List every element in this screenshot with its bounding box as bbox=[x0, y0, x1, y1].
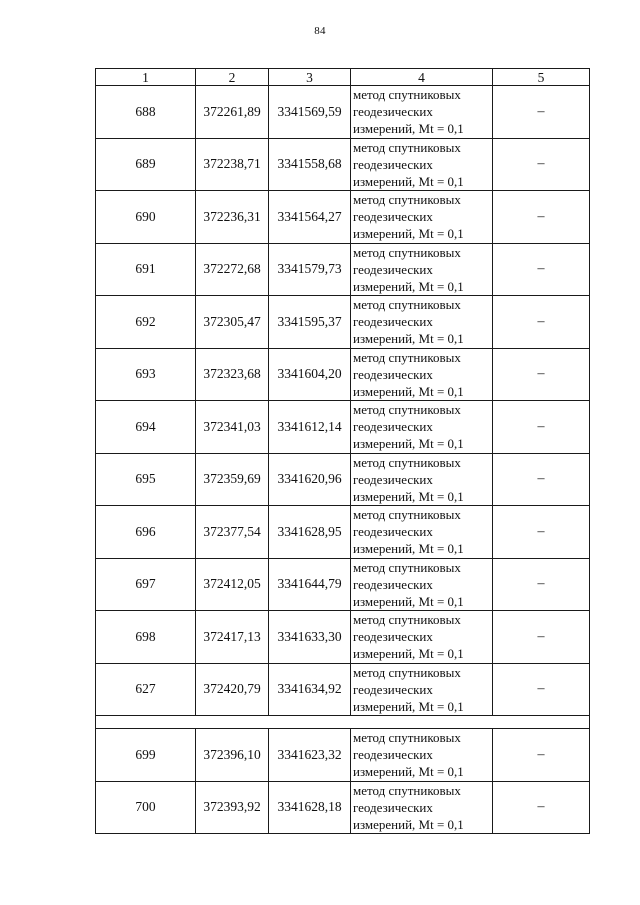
y-coordinate-cell: 3341579,73 bbox=[269, 243, 351, 296]
method-line: геодезических bbox=[353, 209, 433, 225]
method-line: измерений, Mt = 0,1 bbox=[353, 488, 464, 504]
method-line: геодезических bbox=[353, 419, 433, 435]
method-line: метод спутниковых bbox=[353, 402, 461, 418]
method-line: метод спутниковых bbox=[353, 192, 461, 208]
method-cell bbox=[351, 781, 493, 834]
note-cell: – bbox=[493, 86, 590, 139]
x-coordinate-cell: 372323,68 bbox=[196, 348, 269, 401]
y-coordinate-cell: 3341558,68 bbox=[269, 138, 351, 191]
method-cell bbox=[351, 296, 493, 349]
point-number-cell: 627 bbox=[96, 663, 196, 716]
column-header-4: 4 bbox=[351, 69, 493, 86]
point-number-cell: 690 bbox=[96, 191, 196, 244]
method-line: метод спутниковых bbox=[353, 349, 461, 365]
method-line: геодезических bbox=[353, 314, 433, 330]
table-row bbox=[96, 138, 590, 191]
table-row bbox=[96, 296, 590, 349]
table-row bbox=[96, 348, 590, 401]
y-coordinate-cell: 3341604,20 bbox=[269, 348, 351, 401]
method-line: метод спутниковых bbox=[353, 507, 461, 523]
x-coordinate-cell: 372420,79 bbox=[196, 663, 269, 716]
point-number-cell: 689 bbox=[96, 138, 196, 191]
table-row bbox=[96, 453, 590, 506]
y-coordinate-cell: 3341595,37 bbox=[269, 296, 351, 349]
table-row bbox=[96, 781, 590, 834]
note-cell: – bbox=[493, 191, 590, 244]
method-line: геодезических bbox=[353, 261, 433, 277]
point-number-cell: 695 bbox=[96, 453, 196, 506]
table-row bbox=[96, 611, 590, 664]
x-coordinate-cell: 372393,92 bbox=[196, 781, 269, 834]
method-line: измерений, Mt = 0,1 bbox=[353, 121, 464, 137]
y-coordinate-cell: 3341623,32 bbox=[269, 729, 351, 782]
table-row bbox=[96, 506, 590, 559]
method-line: геодезических bbox=[353, 156, 433, 172]
method-cell bbox=[351, 401, 493, 454]
method-cell bbox=[351, 191, 493, 244]
method-line: геодезических bbox=[353, 471, 433, 487]
method-line: измерений, Mt = 0,1 bbox=[353, 816, 464, 832]
point-number-cell: 699 bbox=[96, 729, 196, 782]
note-cell: – bbox=[493, 781, 590, 834]
method-cell bbox=[351, 348, 493, 401]
column-header-3: 3 bbox=[269, 69, 351, 86]
method-cell bbox=[351, 506, 493, 559]
method-line: метод спутниковых bbox=[353, 612, 461, 628]
y-coordinate-cell: 3341628,18 bbox=[269, 781, 351, 834]
method-line: геодезических bbox=[353, 104, 433, 120]
method-line: геодезических bbox=[353, 681, 433, 697]
point-number-cell: 694 bbox=[96, 401, 196, 454]
method-cell bbox=[351, 453, 493, 506]
point-number-cell: 693 bbox=[96, 348, 196, 401]
coordinates-table bbox=[95, 68, 590, 834]
method-line: геодезических bbox=[353, 799, 433, 815]
column-header-5: 5 bbox=[493, 69, 590, 86]
x-coordinate-cell: 372377,54 bbox=[196, 506, 269, 559]
method-line: измерений, Mt = 0,1 bbox=[353, 173, 464, 189]
method-line: измерений, Mt = 0,1 bbox=[353, 646, 464, 662]
x-coordinate-cell: 372396,10 bbox=[196, 729, 269, 782]
table-row bbox=[96, 401, 590, 454]
table-separator-row bbox=[96, 716, 590, 729]
method-line: измерений, Mt = 0,1 bbox=[353, 698, 464, 714]
method-line: метод спутниковых bbox=[353, 87, 461, 103]
method-line: метод спутниковых bbox=[353, 244, 461, 260]
x-coordinate-cell: 372417,13 bbox=[196, 611, 269, 664]
x-coordinate-cell: 372261,89 bbox=[196, 86, 269, 139]
x-coordinate-cell: 372238,71 bbox=[196, 138, 269, 191]
x-coordinate-cell: 372272,68 bbox=[196, 243, 269, 296]
method-line: геодезических bbox=[353, 747, 433, 763]
note-cell: – bbox=[493, 348, 590, 401]
y-coordinate-cell: 3341620,96 bbox=[269, 453, 351, 506]
method-line: геодезических bbox=[353, 629, 433, 645]
note-cell: – bbox=[493, 506, 590, 559]
method-line: метод спутниковых bbox=[353, 297, 461, 313]
table-row bbox=[96, 729, 590, 782]
x-coordinate-cell: 372236,31 bbox=[196, 191, 269, 244]
point-number-cell: 700 bbox=[96, 781, 196, 834]
method-line: измерений, Mt = 0,1 bbox=[353, 436, 464, 452]
table-header-row bbox=[96, 69, 590, 86]
method-line: измерений, Mt = 0,1 bbox=[353, 593, 464, 609]
y-coordinate-cell: 3341634,92 bbox=[269, 663, 351, 716]
point-number-cell: 692 bbox=[96, 296, 196, 349]
note-cell: – bbox=[493, 611, 590, 664]
method-line: метод спутниковых bbox=[353, 139, 461, 155]
note-cell: – bbox=[493, 243, 590, 296]
method-line: метод спутниковых bbox=[353, 664, 461, 680]
note-cell: – bbox=[493, 138, 590, 191]
table-row bbox=[96, 191, 590, 244]
y-coordinate-cell: 3341564,27 bbox=[269, 191, 351, 244]
method-cell bbox=[351, 243, 493, 296]
method-line: измерений, Mt = 0,1 bbox=[353, 764, 464, 780]
note-cell: – bbox=[493, 401, 590, 454]
x-coordinate-cell: 372305,47 bbox=[196, 296, 269, 349]
y-coordinate-cell: 3341569,59 bbox=[269, 86, 351, 139]
note-cell: – bbox=[493, 558, 590, 611]
method-line: измерений, Mt = 0,1 bbox=[353, 541, 464, 557]
table-row bbox=[96, 86, 590, 139]
method-cell bbox=[351, 558, 493, 611]
table-row bbox=[96, 663, 590, 716]
y-coordinate-cell: 3341633,30 bbox=[269, 611, 351, 664]
method-cell bbox=[351, 663, 493, 716]
y-coordinate-cell: 3341612,14 bbox=[269, 401, 351, 454]
method-line: геодезических bbox=[353, 366, 433, 382]
page-number: 84 bbox=[314, 25, 326, 37]
note-cell: – bbox=[493, 663, 590, 716]
method-cell bbox=[351, 729, 493, 782]
table-body bbox=[96, 86, 590, 834]
point-number-cell: 698 bbox=[96, 611, 196, 664]
method-line: метод спутниковых bbox=[353, 782, 461, 798]
note-cell: – bbox=[493, 729, 590, 782]
method-line: метод спутниковых bbox=[353, 730, 461, 746]
x-coordinate-cell: 372359,69 bbox=[196, 453, 269, 506]
x-coordinate-cell: 372341,03 bbox=[196, 401, 269, 454]
point-number-cell: 688 bbox=[96, 86, 196, 139]
method-line: измерений, Mt = 0,1 bbox=[353, 383, 464, 399]
method-line: геодезических bbox=[353, 576, 433, 592]
point-number-cell: 696 bbox=[96, 506, 196, 559]
x-coordinate-cell: 372412,05 bbox=[196, 558, 269, 611]
method-line: измерений, Mt = 0,1 bbox=[353, 226, 464, 242]
column-header-2: 2 bbox=[196, 69, 269, 86]
note-cell: – bbox=[493, 296, 590, 349]
point-number-cell: 697 bbox=[96, 558, 196, 611]
method-cell bbox=[351, 611, 493, 664]
note-cell: – bbox=[493, 453, 590, 506]
method-line: геодезических bbox=[353, 524, 433, 540]
column-header-1: 1 bbox=[96, 69, 196, 86]
method-line: метод спутниковых bbox=[353, 559, 461, 575]
table-row bbox=[96, 243, 590, 296]
method-line: метод спутниковых bbox=[353, 454, 461, 470]
point-number-cell: 691 bbox=[96, 243, 196, 296]
method-line: измерений, Mt = 0,1 bbox=[353, 278, 464, 294]
method-line: измерений, Mt = 0,1 bbox=[353, 331, 464, 347]
method-cell bbox=[351, 138, 493, 191]
method-cell bbox=[351, 86, 493, 139]
table-row bbox=[96, 558, 590, 611]
separator-cell bbox=[96, 716, 590, 729]
y-coordinate-cell: 3341628,95 bbox=[269, 506, 351, 559]
y-coordinate-cell: 3341644,79 bbox=[269, 558, 351, 611]
